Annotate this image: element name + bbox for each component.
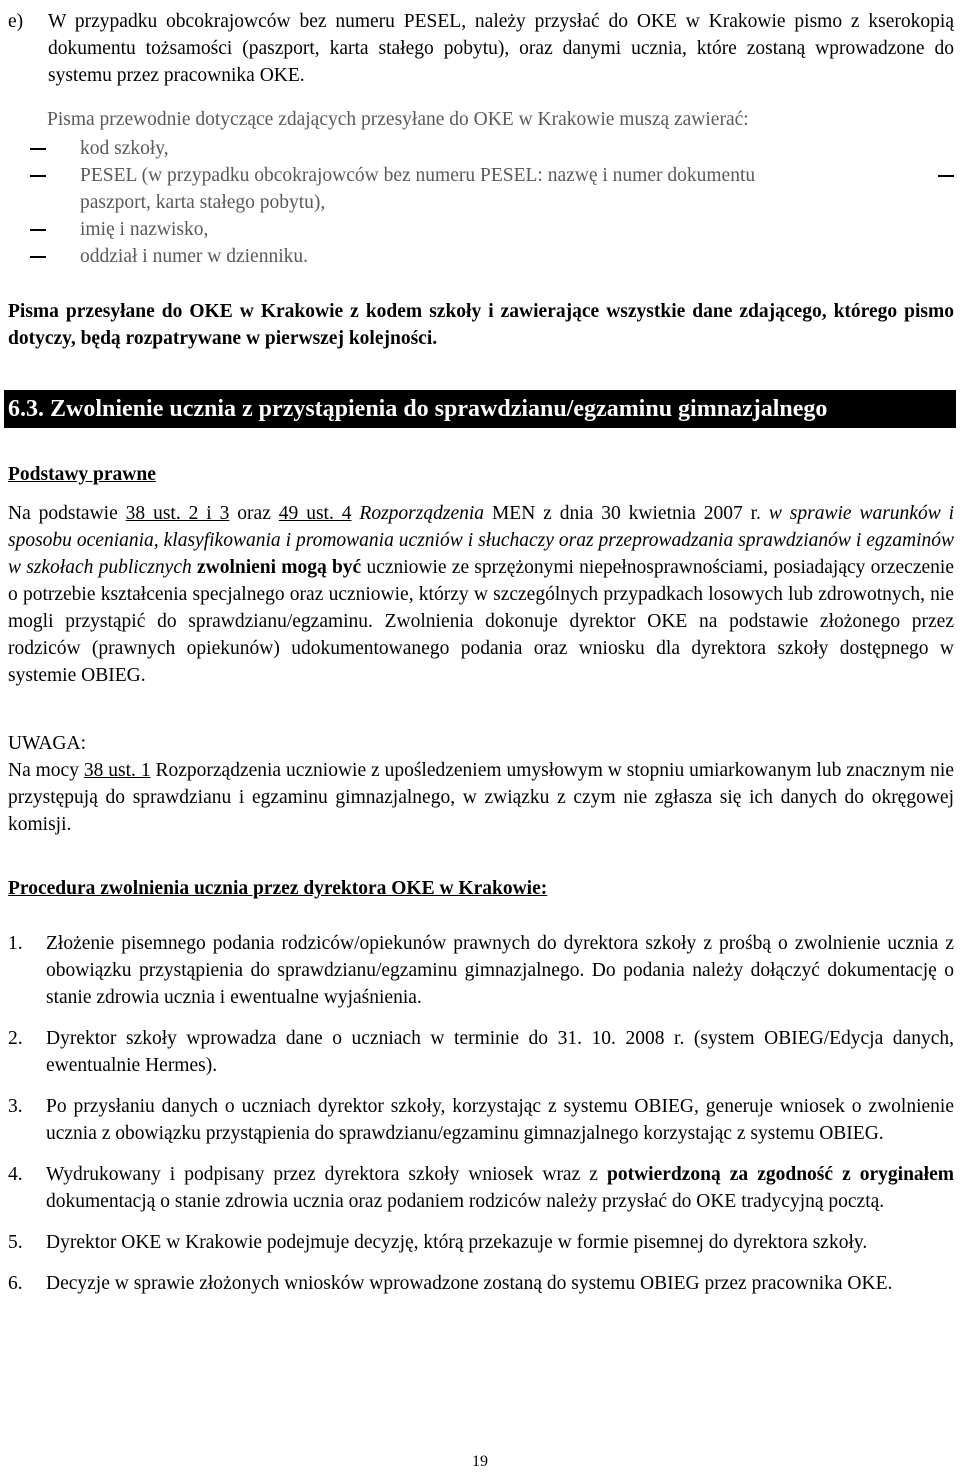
podstawy-heading: Podstawy prawne bbox=[8, 464, 156, 485]
procedure-step: 1. Złożenie pisemnego podania rodziców/opiekunów prawnych do dyrektora szkoły z prośbą o zwolnienie ucznia z obowiązku przystąpienia do sprawdzianu/egzaminu gimnazjalnego. Do podania należy dołączyć dokumentację o stanie zdrowia ucznia i ewentualne wyjaśnienia. bbox=[8, 933, 954, 1008]
paragraph-ref: 38 ust. 2 i 3 bbox=[125, 503, 230, 524]
dash-bullet bbox=[30, 229, 46, 231]
procedure-step: 3. Po przysłaniu danych o uczniach dyrektor szkoły, korzystając z systemu OBIEG, generuje wniosek o zwolnienie ucznia z obowiązku przystąpienia do sprawdzianu/egzaminu gimnazjalnego korzystając z systemu OBIEG. bbox=[8, 1096, 954, 1144]
dash-bullet bbox=[30, 175, 46, 177]
procedure-step: 5. Dyrektor OKE w Krakowie podejmuje decyzję, którą przekazuje w formie pisemnej do dyrektora szkoły. bbox=[8, 1232, 868, 1253]
procedure-list bbox=[8, 930, 954, 1311]
procedure-step: 2. Dyrektor szkoły wprowadza dane o uczniach w terminie do 31. 10. 2008 r. (system OBIEG/Edycja danych, ewentualnie Hermes). bbox=[8, 1028, 954, 1076]
uwaga-text: Na mocy 38 ust. 1 Rozporządzenia uczniowie z upośledzeniem umysłowym w stopniu umiarkowanym lub znacznym nie przystępują do sprawdzianu i egzaminu gimnazjalnego, w związku z czym nie zgłasza się ich danych do okręgowej komisji. bbox=[8, 760, 954, 835]
bold-note: Pisma przesyłane do OKE w Krakowie z kodem szkoły i zawierające wszystkie dane zdającego, którego pismo dotyczy, będą rozpatrywane w pierwszej kolejności. bbox=[8, 301, 954, 349]
procedure-step: 4. Wydrukowany i podpisany przez dyrektora szkoły wniosek wraz z potwierdzoną za zgodność z oryginałem dokumentacją o stanie zdrowia ucznia oraz podaniem rodziców należy przysłać do OKE tradycyjną pocztą. bbox=[8, 1164, 954, 1212]
paragraph-ref: 49 ust. 4 bbox=[278, 503, 352, 524]
dash-bullet bbox=[938, 175, 954, 177]
page-number: 19 bbox=[472, 1453, 488, 1470]
legal-basis-paragraph: Na podstawie 38 ust. 2 i 3 oraz 49 ust. 4 Rozporządzenia MEN z dnia 30 kwietnia 2007 r. w sprawie warunków i sposobu oceniania, klasyfikowania i promowania uczniów i słuchaczy oraz przeprowadzania sprawdzianów i egzaminów w szkołach publicznych zwolnieni mogą być uczniowie ze sprzężonymi niepełnosprawnościami, posiadający orzeczenie o potrzebie kształcenia specjalnego oraz uczniowie, którzy w szczególnych przypadkach losowych lub zdrowotnych, nie mogli przystąpić do sprawdzianu/egzaminu. Zwolnienia dokonuje dyrektor OKE na podstawie złożonego przez rodziców (prawnych opiekunów) udokumentowanego podania oraz wniosku dla dyrektora szkoły dostępnego w systemie OBIEG. bbox=[8, 503, 955, 686]
item-e-text: W przypadku obcokrajowców bez numeru PESEL, należy przysłać do OKE w Krakowie pismo z kserokopią dokumentu tożsamości (paszport, karta stałego pobytu), oraz danymi ucznia, które zostaną wprowadzone do systemu przez pracownika OKE. bbox=[48, 11, 954, 86]
item-e bbox=[8, 8, 954, 89]
dash-bullet bbox=[30, 148, 46, 150]
section-title: 6.3. Zwolnienie ucznia z przystąpienia do sprawdzianu/egzaminu gimnazjalnego bbox=[4, 390, 956, 428]
dash-item: kod szkoły, bbox=[30, 135, 954, 162]
dash-item: oddział i numer w dzienniku. bbox=[30, 243, 954, 270]
uwaga-label: UWAGA: bbox=[8, 733, 86, 754]
dash-item: PESEL (w przypadku obcokrajowców bez numeru PESEL: nazwę i numer dokumentu bbox=[30, 162, 954, 189]
dash-bullet bbox=[30, 256, 46, 258]
procedure-step: 6. Decyzje w sprawie złożonych wniosków wprowadzone zostaną do systemu OBIEG przez pracownika OKE. bbox=[8, 1273, 893, 1294]
procedura-heading: Procedura zwolnienia ucznia przez dyrektora OKE w Krakowie: bbox=[8, 878, 548, 899]
dash-item-continuation: paszport, karta stałego pobytu), bbox=[80, 192, 326, 213]
pisma-intro: Pisma przewodnie dotyczące zdających przesyłane do OKE w Krakowie muszą zawierać: bbox=[47, 109, 749, 130]
paragraph-ref: 38 ust. 1 bbox=[83, 760, 151, 781]
item-e-label: e) bbox=[8, 11, 24, 32]
dash-list bbox=[30, 135, 954, 270]
dash-item: imię i nazwisko, bbox=[30, 216, 954, 243]
uwaga-block bbox=[8, 730, 954, 838]
